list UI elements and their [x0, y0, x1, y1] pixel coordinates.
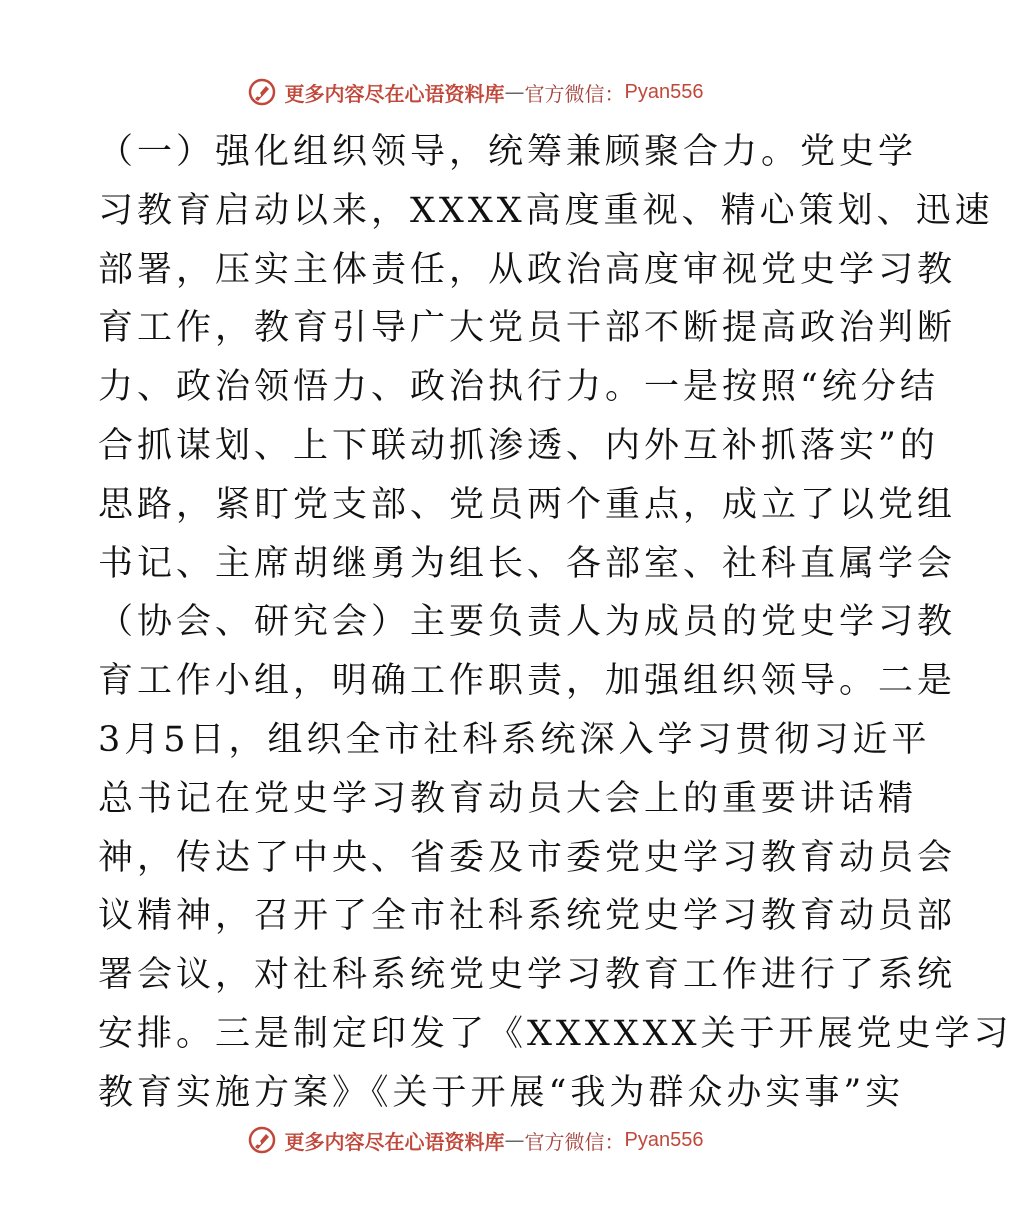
- footer-separator: —: [504, 1128, 525, 1152]
- pen-nib-logo-icon: [247, 1125, 277, 1155]
- header-watermark-text: [285, 78, 704, 107]
- footer-brand: 更多内容尽在心语资料库: [284, 1129, 505, 1154]
- header-separator: —: [504, 80, 525, 104]
- footer-watermark-text: [285, 1126, 704, 1155]
- footer-official-label: 官方微信：: [524, 1129, 625, 1154]
- header-official-label: 官方微信：: [524, 81, 625, 106]
- body-line: 力、政治领悟力、政治执行力。一是按照“统分结: [98, 367, 939, 408]
- document-body: [98, 123, 1013, 1123]
- body-line: 习教育启动以来，XXXX高度重视、精心策划、迅速: [98, 190, 994, 231]
- body-line: 神，传达了中央、省委及市委党史学习教育动员会: [98, 837, 957, 878]
- body-line: 署会议，对社科系统党史学习教育工作进行了系统: [98, 955, 957, 996]
- body-line: 议精神，召开了全市社科系统党史学习教育动员部: [98, 896, 957, 937]
- body-line: （协会、研究会）主要负责人为成员的党史学习教: [98, 602, 957, 643]
- body-line: 总书记在党史学习教育动员大会上的重要讲话精: [98, 778, 918, 819]
- body-line: 安排。三是制定印发了《XXXXXX关于开展党史学习: [98, 1013, 1013, 1054]
- body-line: 部署，压实主体责任，从政治高度审视党史学习教: [98, 249, 957, 290]
- header-watermark: [0, 72, 950, 112]
- body-line: 育工作小组，明确工作职责，加强组织领导。二是: [98, 661, 957, 702]
- body-line: 教育实施方案》《关于开展“我为群众办实事”实: [98, 1072, 905, 1113]
- footer-handle: Pyan556: [624, 1128, 704, 1151]
- pen-nib-logo-icon: [247, 77, 277, 107]
- body-line: （一）强化组织领导，统筹兼顾聚合力。党史学: [98, 132, 918, 172]
- body-line: 育工作，教育引导广大党员干部不断提高政治判断: [98, 308, 957, 349]
- footer-watermark: [0, 1120, 950, 1160]
- header-handle: Pyan556: [624, 80, 704, 103]
- body-line: 书记、主席胡继勇为组长、各部室、社科直属学会: [98, 543, 957, 584]
- body-line: 3月5日，组织全市社科系统深入学习贯彻习近平: [98, 719, 931, 760]
- body-line: 思路，紧盯党支部、党员两个重点，成立了以党组: [98, 484, 957, 525]
- body-line: 合抓谋划、上下联动抓渗透、内外互补抓落实”的: [98, 425, 939, 466]
- header-brand: 更多内容尽在心语资料库: [284, 81, 505, 106]
